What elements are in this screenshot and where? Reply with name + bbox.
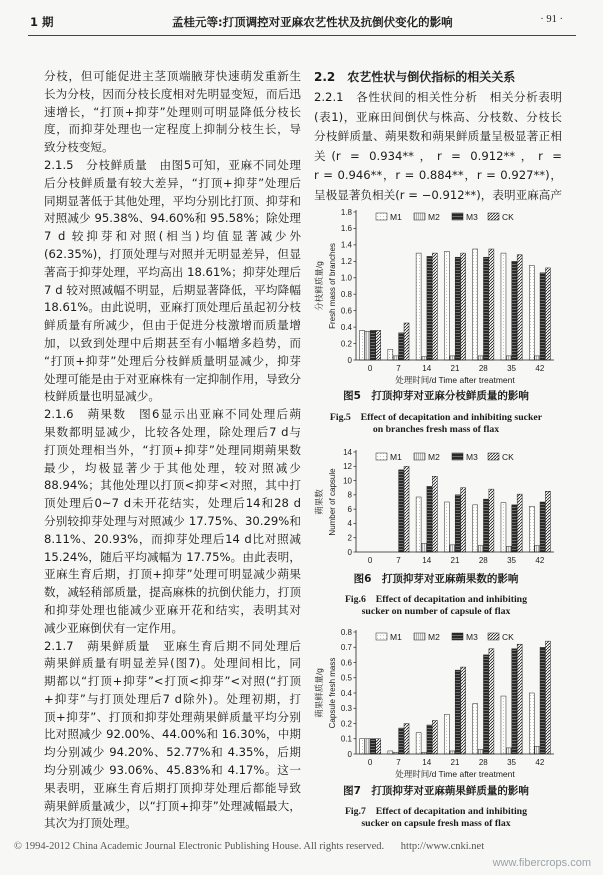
- y-tick-label: 1.2: [340, 257, 352, 267]
- bar-M3-day-21: [455, 495, 460, 552]
- bar-M2-day-0: [365, 739, 370, 754]
- figure-5-caption-zh: 图5 打顶抑芽对亚麻分枝鲜质量的影响: [343, 390, 529, 402]
- y-tick-label: 0: [347, 355, 352, 365]
- bar-M1-day-28: [473, 249, 478, 360]
- text-line: 分枝鲜质量、蒴果数和蒴果鲜质量呈极显著正相: [314, 129, 562, 143]
- text-line: 顶+抑芽”、打顶和抑芽处理蒴果鲜质量平均分别: [44, 709, 301, 724]
- bar-CK-day-35: [517, 494, 522, 552]
- y-tick-label: 0.2: [340, 719, 352, 729]
- figure-5-caption-en: on branches fresh mass of flax: [372, 424, 500, 435]
- x-tick-label: 42: [535, 556, 545, 565]
- text-line: 处理可能是由于对亚麻株有一定抑制作用，导致分: [44, 371, 301, 386]
- x-tick-label: 42: [535, 758, 545, 767]
- text-line: 同期显著低于其他处理，平均分别比打顶、抑芽和: [44, 193, 301, 208]
- bar-M2-day-35: [506, 356, 511, 360]
- bar-M1-day-35: [501, 253, 506, 360]
- bar-M1-day-7: [388, 349, 393, 360]
- x-tick-label: 35: [507, 556, 517, 565]
- x-tick-label: 21: [450, 364, 460, 373]
- legend-swatch-CK: [488, 633, 499, 640]
- text-line: 长为分枝，因而分枝长度相对先明显变短，而后迅: [44, 86, 301, 101]
- text-line: 顶处理后0~7 d未开花结实，处理后14和28 d: [44, 496, 301, 511]
- text-line: 速增长，“打顶+抑芽”处理则可明显降低分枝长: [44, 104, 301, 119]
- x-tick-label: 42: [535, 364, 545, 373]
- y-tick-label: 0.8: [340, 627, 352, 637]
- bar-M1-day-35: [501, 696, 506, 754]
- y-tick-label: 1.6: [340, 224, 352, 234]
- bar-M3-day-14: [427, 256, 432, 360]
- y-tick-label: 4: [347, 519, 352, 529]
- x-tick-label: 35: [507, 758, 517, 767]
- bar-M2-day-21: [450, 356, 455, 360]
- bar-M2-day-28: [478, 356, 483, 360]
- bar-M1-day-0: [360, 739, 365, 754]
- text-line: 果表明，亚麻生育后期打顶抑芽处理后都能导致: [44, 780, 301, 795]
- text-line: r = 0.946**，r = 0.884**，r = 0.927**)，: [314, 168, 562, 182]
- y-tick-label: 0: [347, 547, 352, 557]
- bar-M1-day-42: [529, 693, 534, 754]
- paragraph: [44, 68, 301, 157]
- paragraph: [44, 157, 301, 406]
- text-line: 数，减轻稍部质量，提高麻株的抗倒伏能力，打顶: [44, 585, 301, 600]
- legend-label-M2: M2: [428, 212, 440, 222]
- text-line: 2.2.1 各性状间的相关性分析 相关分析表明: [314, 90, 562, 104]
- y-tick-label: 0.1: [340, 734, 352, 744]
- header-rule: [28, 35, 576, 36]
- bar-M2-day-42: [535, 546, 540, 552]
- paragraph: [44, 638, 301, 834]
- bar-M1-day-35: [501, 503, 506, 552]
- bar-CK-day-42: [545, 491, 550, 552]
- text-line: 呈极显著负相关(r = −0.912**)，表明亚麻高产: [314, 187, 562, 202]
- legend-label-M2: M2: [428, 632, 440, 642]
- legend-label-CK: CK: [502, 212, 514, 222]
- text-line: 和抑芽处理也能减少亚麻开花和结实，表明其对: [44, 602, 301, 617]
- legend-swatch-CK: [488, 213, 499, 220]
- bar-M3-day-28: [483, 655, 488, 754]
- text-line: 18.61%。由此说明，亚麻打顶处理后虽起初分枝: [44, 300, 301, 315]
- bar-CK-day-7: [404, 466, 409, 552]
- bar-M2-day-35: [506, 546, 511, 552]
- right-column-paragraph: [314, 88, 562, 205]
- bar-M3-day-0: [370, 739, 375, 754]
- bar-M3-day-28: [483, 499, 488, 552]
- bar-M3-day-21: [455, 257, 460, 360]
- figure-7-chart: [310, 622, 562, 782]
- legend-label-M3: M3: [466, 632, 478, 642]
- legend-label-M1: M1: [390, 452, 402, 462]
- running-title: 孟桂元等:打顶调控对亚麻农艺性状及抗倒伏变化的影响: [172, 15, 453, 29]
- bar-M2-day-42: [535, 746, 540, 754]
- bar-M2-day-28: [478, 546, 483, 552]
- text-line: 7 d 较抑芽和对照(相当)均值显著减少外: [44, 229, 301, 244]
- legend-label-CK: CK: [502, 452, 514, 462]
- text-line: 蒴果鲜质量减少，以“打顶+抑芽”处理减幅最大，: [44, 798, 301, 813]
- bar-CK-day-42: [545, 641, 550, 754]
- bar-CK-day-14: [432, 253, 437, 360]
- x-tick-label: 28: [478, 556, 488, 565]
- bar-CK-day-21: [461, 253, 466, 360]
- text-line: 2.1.5 分枝鲜质量 由图5可知，亚麻不同处理: [44, 157, 301, 172]
- bar-M2-day-21: [450, 751, 455, 754]
- x-tick-label: 7: [396, 364, 401, 373]
- bar-CK-day-28: [489, 489, 494, 552]
- y-tick-label: 8: [347, 490, 352, 500]
- figure-7-caption-en: sucker on capsule fresh mass of flax: [361, 818, 511, 829]
- bar-M3-day-35: [512, 505, 517, 552]
- x-tick-label: 0: [367, 556, 373, 565]
- bar-CK-day-42: [545, 268, 550, 360]
- text-line: 加，以致到处理中后期甚至有小幅增多趋势，而: [44, 335, 301, 350]
- bar-M3-day-0: [370, 330, 375, 360]
- figure-6-chart: [310, 440, 562, 570]
- x-tick-label: 14: [422, 758, 432, 767]
- y-axis-label: 蒴果数: [314, 489, 324, 515]
- y-tick-label: 0.5: [340, 673, 352, 683]
- legend-label-M2: M2: [428, 452, 440, 462]
- legend-swatch-M1: [376, 453, 387, 460]
- figure-5-chart: [310, 203, 562, 386]
- text-line: 致分枝变短。: [44, 140, 114, 155]
- legend-swatch-M3: [452, 453, 463, 460]
- legend-label-M1: M1: [390, 212, 402, 222]
- text-line: 度，而抑芽处理也一定程度上抑制分枝生长，导: [44, 122, 301, 137]
- y-axis-label-en: Number of capsule: [328, 468, 337, 536]
- bar-CK-day-14: [432, 720, 437, 754]
- text-line: 鲜质量有所减少，但由于促进分枝激增而质量增: [44, 318, 301, 333]
- figure-6-caption-en: sucker on number of capsule of flax: [361, 606, 511, 617]
- bar-M2-day-14: [422, 543, 427, 552]
- y-tick-label: 0.3: [340, 704, 352, 714]
- bar-CK-day-21: [461, 488, 466, 552]
- text-line: 2.1.7 蒴果鲜质量 亚麻生育后期不同处理后: [44, 638, 301, 653]
- bar-M1-day-21: [444, 251, 449, 360]
- bar-M3-day-42: [540, 502, 545, 552]
- legend-swatch-M1: [376, 633, 387, 640]
- copyright-footer: [14, 841, 484, 852]
- figure-6-caption-en: Fig.6 Effect of decapitation and inhibiting: [344, 594, 528, 605]
- bar-M2-day-28: [478, 749, 483, 754]
- text-line: 88.94%；其他处理以打顶<抑芽<对照，其中打: [44, 478, 301, 493]
- bar-M1-day-42: [529, 506, 534, 552]
- x-tick-label: 0: [367, 758, 373, 767]
- y-tick-label: 0.6: [340, 658, 352, 668]
- x-tick-label: 7: [396, 758, 401, 767]
- bar-M1-day-28: [473, 505, 478, 552]
- bar-CK-day-14: [432, 476, 437, 552]
- bar-M2-day-21: [450, 545, 455, 552]
- text-line: 著高于抑芽处理，平均高出 18.61%；抑芽处理后: [44, 264, 301, 279]
- bar-CK-day-35: [517, 644, 522, 754]
- figure-7-caption-zh: 图7 打顶抑芽对亚麻蒴果鲜质量的影响: [343, 785, 529, 797]
- x-axis-label: 处理时间/d Time after treatment: [395, 769, 515, 779]
- text-line: +抑芽”与打顶处理后7 d除外)。处理初期，打: [44, 691, 301, 706]
- x-tick-label: 35: [507, 364, 517, 373]
- bar-CK-day-0: [376, 330, 381, 360]
- y-tick-label: 12: [343, 462, 352, 472]
- text-line: 后分枝鲜质量有较大差异，“打顶+抑芽”处理后: [44, 175, 301, 190]
- bar-M2-day-35: [506, 748, 511, 754]
- bar-M3-day-7: [399, 470, 404, 552]
- text-line: 蒴果鲜质量有明显差异(图7)。处理间相比，同: [44, 656, 301, 671]
- text-line: 对照减少 95.38%、94.60%和 95.58%；除处理: [44, 211, 301, 226]
- bar-CK-day-35: [517, 255, 522, 360]
- bar-M3-day-14: [427, 486, 432, 552]
- x-tick-label: 0: [367, 364, 373, 373]
- bar-M2-day-42: [535, 356, 540, 360]
- bar-M2-day-0: [365, 331, 370, 360]
- text-line: 均分别减少 93.06%、45.83%和 4.17%。这一: [44, 763, 301, 778]
- bar-M3-day-7: [399, 728, 404, 754]
- bar-M3-day-35: [512, 649, 517, 754]
- text-line: 分枝，但可能促进主茎顶端腋芽快速萌发重新生: [44, 69, 301, 83]
- bar-M1-day-0: [360, 330, 365, 360]
- bar-CK-day-7: [404, 323, 409, 360]
- issue-number: 1 期: [30, 15, 54, 29]
- y-axis-label-en: Capsule fresh mass: [328, 657, 337, 729]
- legend-swatch-M3: [452, 213, 463, 220]
- left-column: [44, 68, 301, 833]
- y-tick-label: 10: [343, 476, 352, 486]
- bar-M1-day-14: [416, 733, 421, 754]
- text-line: 分别较抑芽处理与对照减少 17.75%、30.29%和: [44, 513, 301, 528]
- y-tick-label: 6: [347, 504, 352, 514]
- legend-swatch-M2: [414, 213, 425, 220]
- bar-M1-day-14: [416, 253, 421, 360]
- y-tick-label: 0: [347, 749, 352, 759]
- bar-CK-day-28: [489, 649, 494, 754]
- text-line: 果数都明显减少，比较各处理，除处理后7 d与: [44, 424, 301, 439]
- text-line: 其次为打顶处理。: [44, 816, 137, 831]
- y-axis-label-en: Fresh mass of branches: [328, 243, 337, 329]
- bar-M1-day-14: [416, 497, 421, 552]
- bar-M3-day-28: [483, 257, 488, 360]
- cnki-link[interactable]: http://www.cnki.net: [400, 841, 485, 852]
- y-axis-label: 分枝鲜质量/g: [314, 261, 324, 311]
- text-line: 减少亚麻倒伏有一定作用。: [44, 620, 184, 635]
- y-tick-label: 1.4: [340, 240, 352, 250]
- legend-label-CK: CK: [502, 632, 514, 642]
- text-line: 15.24%，随后平均减幅为 17.75%。由此表明，: [44, 549, 301, 564]
- bar-M1-day-21: [444, 502, 449, 552]
- x-tick-label: 14: [422, 364, 432, 373]
- bar-CK-day-7: [404, 724, 409, 755]
- bar-M2-day-7: [393, 356, 398, 360]
- legend-swatch-M3: [452, 633, 463, 640]
- y-tick-label: 1.0: [340, 273, 352, 283]
- bar-CK-day-0: [376, 739, 381, 754]
- bar-M1-day-42: [529, 265, 534, 360]
- text-line: 期都以“打顶+抑芽”<打顶<抑芽”<对照(“打顶: [44, 674, 301, 689]
- x-tick-label: 7: [396, 556, 401, 565]
- text-line: 最少，均极显著少于其他处理，较对照减少: [44, 460, 301, 475]
- x-tick-label: 28: [478, 364, 488, 373]
- y-tick-label: 14: [343, 447, 352, 457]
- figure-6-caption-zh: 图6 打顶抑芽对亚麻蒴果数的影响: [353, 573, 519, 585]
- bar-M3-day-21: [455, 670, 460, 754]
- section-heading-2-2: 2.2 农艺性状与倒伏指标的相关关系: [314, 70, 516, 84]
- text-line: 7 d 较对照减幅不明显，后期显著降低，平均降幅: [44, 282, 301, 297]
- y-tick-label: 0.7: [340, 643, 352, 653]
- copyright-text: © 1994-2012 China Academic Journal Electronic Publishing House. All rights reserved.: [14, 841, 385, 852]
- legend-label-M3: M3: [466, 212, 478, 222]
- text-line: 比对照减少 92.00%、44.00%和 16.30%，中期: [44, 727, 301, 742]
- legend-label-M3: M3: [466, 452, 478, 462]
- y-tick-label: 0.4: [340, 322, 352, 332]
- bar-M1-day-7: [388, 751, 393, 754]
- text-line: “打顶+抑芽”处理后分枝鲜质量明显减少，抑芽: [44, 353, 301, 368]
- x-axis-label: 处理时间/d Time after treatment: [395, 375, 515, 385]
- legend-label-M1: M1: [390, 632, 402, 642]
- figure-7-caption-en: Fig.7 Effect of decapitation and inhibiting: [344, 806, 528, 817]
- legend-swatch-M1: [376, 213, 387, 220]
- watermark: www.fibercrops.com: [492, 857, 591, 869]
- bar-M3-day-42: [540, 647, 545, 754]
- y-tick-label: 0.2: [340, 339, 352, 349]
- x-tick-label: 21: [450, 758, 460, 767]
- legend-swatch-M2: [414, 453, 425, 460]
- bar-M3-day-7: [399, 333, 404, 360]
- text-line: 均分别减少 94.20%、52.77%和 4.35%，后期: [44, 745, 301, 760]
- text-line: 8.11%、20.93%，而抑芽处理后14 d比对照减: [44, 531, 301, 546]
- bar-CK-day-21: [461, 667, 466, 754]
- bar-M1-day-28: [473, 704, 478, 754]
- x-tick-label: 28: [478, 758, 488, 767]
- bar-M1-day-21: [444, 714, 449, 754]
- text-line: 2.1.6 蒴果数 图6显示出亚麻不同处理后蒴: [44, 407, 301, 422]
- bar-M3-day-35: [512, 261, 517, 360]
- y-tick-label: 2: [347, 533, 352, 543]
- page-number: · 91 ·: [540, 14, 563, 25]
- text-line: (表1)，亚麻田间倒伏与株高、分枝数、分枝长: [314, 109, 562, 124]
- x-tick-label: 21: [450, 556, 460, 565]
- paragraph: [44, 406, 301, 637]
- y-axis-label: 蒴果鲜质量/g: [314, 668, 324, 718]
- legend-swatch-CK: [488, 453, 499, 460]
- text-line: 关(r = 0.934**，r = 0.912**，r =: [314, 148, 562, 163]
- x-tick-label: 14: [422, 556, 432, 565]
- bar-M2-day-14: [422, 357, 427, 360]
- figure-5-caption-en: Fig.5 Effect of decapitation and inhibiting sucker: [329, 412, 543, 423]
- text-line: 亚麻生育后期，打顶+抑芽”处理可明显减少蒴果: [44, 567, 301, 582]
- text-line: 打顶处理相当外，“打顶+抑芽”处理同期蒴果数: [44, 442, 301, 457]
- y-tick-label: 0.6: [340, 306, 352, 316]
- bar-M3-day-14: [427, 725, 432, 754]
- text-line: (62.35%)，打顶处理与对照并无明显差异，但显: [44, 246, 301, 261]
- text-line: 枝鲜质量也明显减少。: [44, 389, 160, 404]
- y-tick-label: 0.8: [340, 290, 352, 300]
- legend-swatch-M2: [414, 633, 425, 640]
- y-tick-label: 1.8: [340, 207, 352, 217]
- bar-CK-day-28: [489, 249, 494, 360]
- bar-M3-day-42: [540, 273, 545, 360]
- y-tick-label: 0.4: [340, 688, 352, 698]
